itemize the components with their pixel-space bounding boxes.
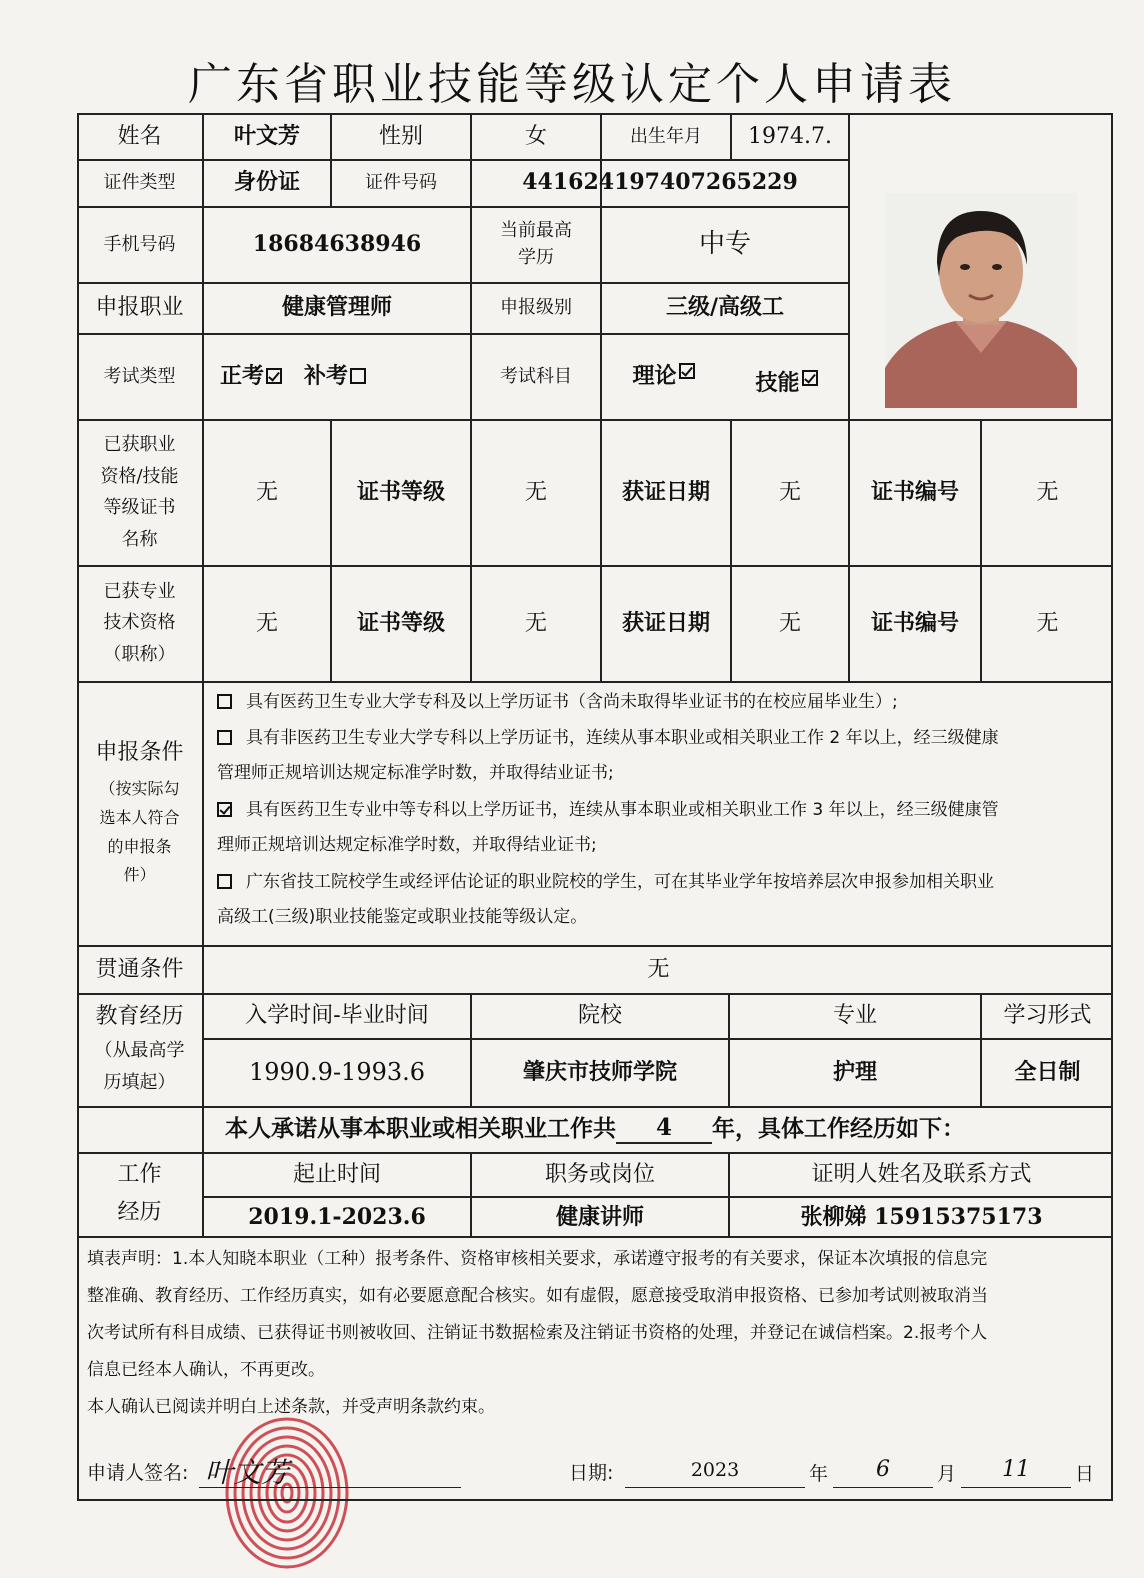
through-value: 无 — [647, 956, 670, 982]
education-header-school: 院校 — [577, 1003, 622, 1028]
exam-type-label: 考试类型 — [103, 365, 176, 387]
date-year: 2023 — [690, 1459, 740, 1481]
level-value: 三级/高级工 — [665, 294, 785, 320]
id-no-label: 证件号码 — [365, 172, 437, 193]
declaration: 填表声明：1.本人知晓本职业（工种）报考条件、资格审核相关要求，承诺遵守报考的有关要求，保证本次填报的信息完 整准确、教育经历、工作经历真实，如有必要愿意配合核实。如有虚假，愿意接受取消申报资格、已参加考试则被取消当 次考试所有科目成绩、已获得证书则被收回、注销证书数据检索及注销证书资格的处理，并登记在诚信档案。2.报考个人 信息已经本人确认，不再更改。 本人确认已阅读并明白上述条款，并受声明条款约束。 — [87, 1249, 988, 1417]
exam-theory-label: 理论 — [632, 362, 677, 389]
level-label: 申报级别 — [500, 297, 572, 318]
cert-vocational-no-label-cell: 证书编号 — [870, 478, 959, 505]
phone-value: 18684638946 — [252, 230, 422, 257]
cert-vocational-grade-cell: 无 — [524, 479, 547, 505]
cert-technical-date-label-cell: 获证日期 — [621, 609, 710, 636]
education-school: 肇庆市技师学院 — [522, 1058, 677, 1085]
date-year-unit: 年 — [809, 1463, 829, 1485]
cert-technical-name-cell: 无 — [255, 610, 278, 636]
applicant-signature: 叶文芳 — [205, 1456, 290, 1489]
education-period: 1990.9-1993.6 — [248, 1058, 426, 1086]
date-day: 11 — [1002, 1457, 1030, 1482]
edu-value: 中专 — [698, 228, 751, 259]
exam-skill-label: 技能 — [755, 369, 800, 396]
work-header-period: 起止时间 — [292, 1161, 381, 1187]
through-label: 贯通条件 — [95, 956, 184, 982]
condition-item-4: 广东省技工院校学生或经评估论证的职业院校的学生，可在其毕业学年按培养层次申报参加相关职业 高级工(三级)职业技能鉴定或职业技能等级认定。 — [217, 872, 994, 927]
cert-technical-grade-cell: 无 — [524, 610, 547, 636]
work-header-position: 职务或岗位 — [544, 1161, 655, 1187]
birth-label: 出生年月 — [630, 125, 702, 147]
birth-value: 1974.7. — [748, 123, 832, 149]
date-label: 日期: — [569, 1462, 614, 1484]
cert-technical-no-cell: 无 — [1036, 610, 1059, 636]
form-title: 广东省职业技能等级认定个人申请表 — [188, 59, 956, 110]
name-value: 叶文芳 — [233, 122, 300, 149]
edu-label: 当前最高学历 — [500, 220, 572, 268]
cert-vocational-date-cell: 无 — [778, 479, 801, 505]
exam-makeup-label: 补考 — [304, 362, 349, 389]
occupation-label: 申报职业 — [95, 295, 184, 320]
condition-item-3: 具有医药卫生专业中等专科以上学历证书，连续从事本职业或相关职业工作 3 年以上，经三级健康管 理师正规培训达规定标准学时数，并取得结业证书; — [217, 800, 999, 855]
education-header-period: 入学时间-毕业时间 — [245, 1003, 429, 1028]
exam-regular-label: 正考 — [220, 362, 265, 389]
gender-value: 女 — [524, 123, 547, 149]
conditions-note: （按实际勾选本人符合的申报条件） — [99, 778, 180, 885]
education-label: 教育经历 — [95, 1003, 184, 1029]
education-header-mode: 学习形式 — [1003, 1003, 1092, 1028]
signer-label: 申请人签名: — [87, 1462, 189, 1484]
date-month-unit: 月 — [937, 1463, 957, 1485]
gender-label: 性别 — [378, 123, 423, 149]
id-type-label: 证件类型 — [103, 172, 176, 193]
education-mode: 全日制 — [1014, 1058, 1081, 1085]
cert-vocational-no-cell: 无 — [1036, 479, 1059, 505]
date-month: 6 — [876, 1457, 890, 1482]
education-major: 护理 — [832, 1058, 877, 1085]
exam-subject-label: 考试科目 — [500, 365, 572, 387]
cert-technical-grade-label-cell: 证书等级 — [356, 609, 445, 636]
cert-vocational-grade-label-cell: 证书等级 — [356, 478, 445, 505]
cert-technical-label: 已获专业技术资格（职称） — [103, 580, 176, 665]
cert-vocational-date-label-cell: 获证日期 — [621, 478, 710, 505]
id-type-value: 身份证 — [233, 169, 300, 195]
cert-technical-date-cell: 无 — [778, 610, 801, 636]
work-position: 健康讲师 — [555, 1203, 644, 1230]
id-no-value: 441624197407265229 — [522, 169, 798, 195]
condition-item-1: 具有医药卫生专业大学专科及以上学历证书（含尚未取得毕业证书的在校应届毕业生）; — [217, 685, 898, 720]
work-header-witness: 证明人姓名及联系方式 — [811, 1161, 1032, 1187]
condition-item-2: 具有非医药卫生专业大学专科以上学历证书，连续从事本职业或相关职业工作 2 年以上，经三级健康 管理师正规培训达规定标准学时数，并取得结业证书; — [217, 728, 999, 783]
work-label: 工作经历 — [117, 1161, 162, 1225]
work-witness: 张柳娣 15915375173 — [800, 1203, 1043, 1230]
occupation-value: 健康管理师 — [281, 294, 392, 320]
work-period: 2019.1-2023.6 — [248, 1203, 426, 1230]
cert-vocational-label: 已获职业资格/技能等级证书名称 — [100, 434, 179, 550]
conditions-label: 申报条件 — [95, 739, 184, 765]
cert-vocational-name-cell: 无 — [255, 479, 278, 505]
name-label: 姓名 — [117, 123, 162, 149]
work-commitment: 本人承诺从事本职业或相关职业工作共 4 年，具体工作经历如下： — [77, 1106, 1113, 1152]
date-day-unit: 日 — [1075, 1463, 1095, 1485]
cert-technical-no-label-cell: 证书编号 — [870, 609, 959, 636]
phone-label: 手机号码 — [103, 233, 176, 255]
education-header-major: 专业 — [832, 1003, 877, 1028]
work-years: 4 — [616, 1114, 712, 1144]
education-note: （从最高学历填起） — [94, 1039, 185, 1093]
